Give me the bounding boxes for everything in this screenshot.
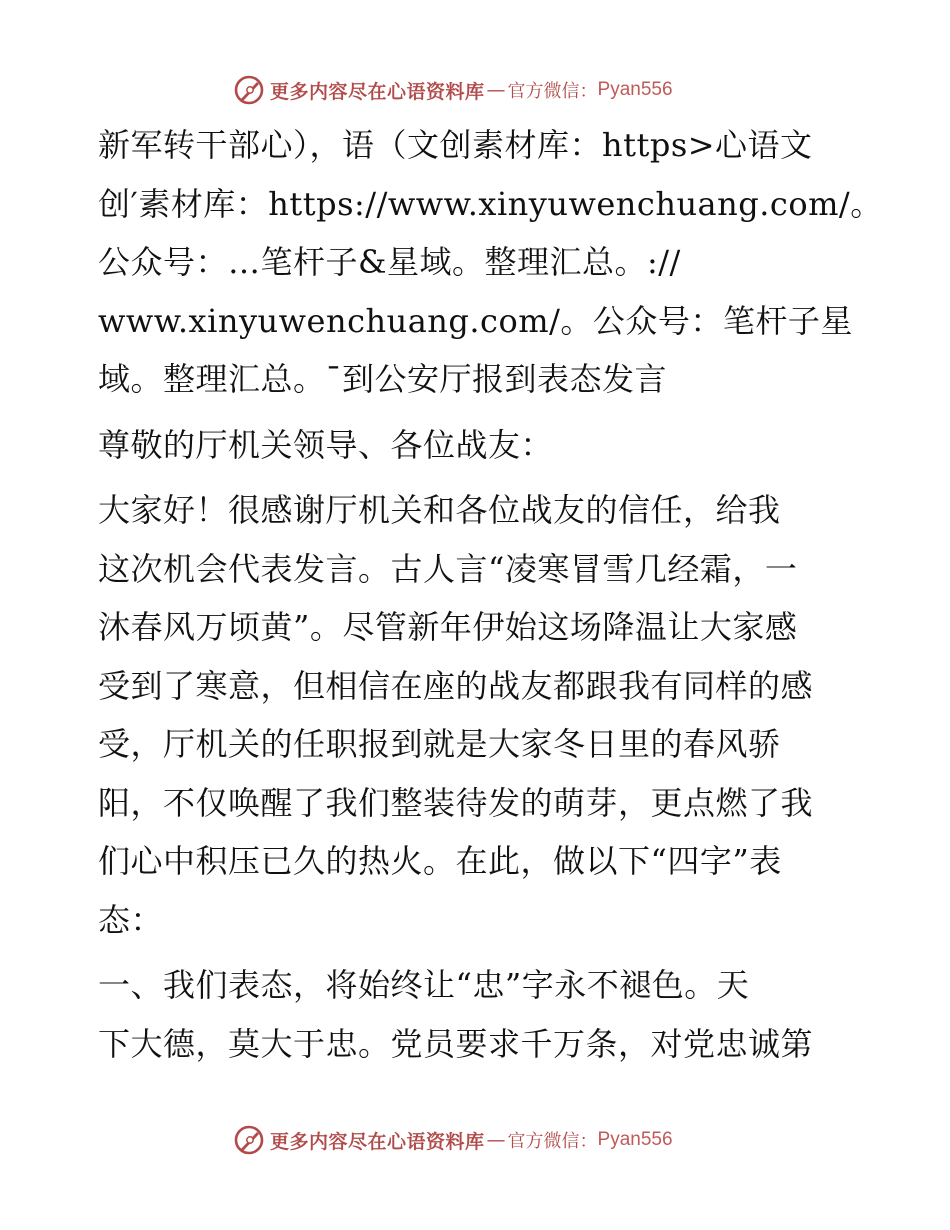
watermark-label: 官方微信： (507, 81, 598, 102)
paragraph-point-one (98, 956, 858, 1073)
pen-logo-icon (232, 1123, 266, 1157)
paragraph-intro (98, 116, 883, 409)
paragraph-greeting (98, 481, 858, 949)
footer-watermark (232, 1122, 673, 1158)
text-line: 尊敬的厅机关领导、各位战友： (98, 425, 554, 464)
text-line: 受，厅机关的任职报到就是大家冬日里的春风骄 (98, 725, 781, 763)
document-body (98, 116, 883, 1073)
text-line: 们心中积压已久的热火。在此，做以下“四字”表 (98, 842, 782, 880)
pen-logo-icon (232, 73, 266, 107)
text-line: 态： (98, 900, 164, 939)
watermark-wechat-id: Pyan556 (597, 79, 673, 100)
text-line: www.xinyuwenchuang.com/。公众号：笔杆子星 (98, 301, 853, 340)
watermark-label: 官方微信： (507, 1131, 598, 1152)
text-line: 创′素材库：https://www.xinyuwenchuang.com/。 (98, 184, 883, 223)
text-line: 大家好！很感谢厅机关和各位战友的信任，给我 (98, 491, 781, 529)
text-line: 公众号：…笔杆子&星域。整理汇总。:// (98, 243, 681, 281)
text-line: 一、我们表态，将始终让“忠”字永不褪色。天 (98, 966, 750, 1004)
watermark-dash: — (486, 1129, 506, 1151)
text-line: 新军转干部心），语（文创素材库：https>心语文 (98, 126, 813, 164)
text-line: 受到了寒意，但相信在座的战友都跟我有同样的感 (98, 666, 814, 705)
text-line: 阳，不仅唤醒了我们整装待发的萌芽，更点燃了我 (98, 783, 814, 822)
text-line: 下大德，莫大于忠。党员要求千万条，对党忠诚第 (98, 1024, 814, 1063)
watermark-brand: 更多内容尽在心语资料库 (270, 1130, 485, 1153)
text-line: 域。整理汇总。¯到公安厅报到表态发言 (98, 360, 668, 398)
watermark-wechat-id: Pyan556 (597, 1129, 673, 1150)
text-line: 沐春风万顷黄”。尽管新年伊始这场降温让大家感 (98, 608, 798, 646)
paragraph-salutation (98, 416, 858, 475)
header-watermark (232, 72, 673, 108)
watermark-dash: — (486, 79, 506, 101)
watermark-brand: 更多内容尽在心语资料库 (270, 80, 485, 103)
text-line: 这次机会代表发言。古人言“凌寒冒雪几经霜，一 (98, 549, 798, 588)
